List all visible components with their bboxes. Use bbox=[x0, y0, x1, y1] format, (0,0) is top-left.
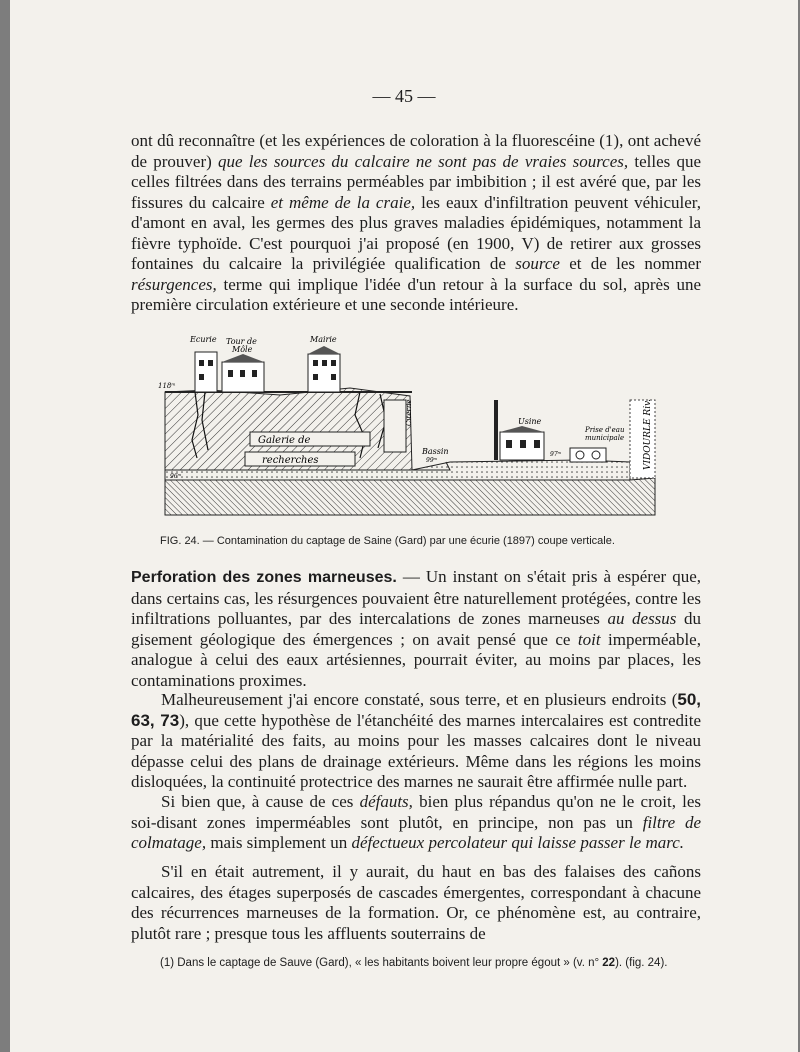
page-number: — 45 — bbox=[372, 86, 436, 106]
tour-de-mole bbox=[222, 337, 264, 392]
usine bbox=[494, 400, 544, 460]
svg-text:Galerie de: Galerie de bbox=[258, 435, 311, 446]
svg-text:Tour de: Tour de bbox=[226, 337, 257, 346]
svg-text:97ᵐ: 97ᵐ bbox=[550, 451, 562, 458]
ecurie-building bbox=[189, 335, 217, 392]
svg-text:municipale: municipale bbox=[585, 434, 625, 442]
svg-text:Citerne: Citerne bbox=[405, 399, 413, 426]
svg-text:VIDOURLE Riv.: VIDOURLE Riv. bbox=[643, 399, 653, 470]
svg-text:99ᵐ: 99ᵐ bbox=[426, 457, 438, 464]
paragraph-perforation: Perforation des zones marneuses. — Un instant on s'était pris à espérer que, dans certains cas, les résurgences pouvaient être naturellement protégées, contre les infiltrations polluantes, par des intercalations de zones marneuses au dessus du gisement géologique des émergences ; on avait pensé que ce toit imperméable, analogue à celui des eaux artésiennes, pourrait éviter, au moins par places, les contaminations proximes. bbox=[131, 567, 701, 690]
altitude-118: 118ᵐ bbox=[158, 382, 176, 390]
figure-caption: FIG. 24. — Contamination du captage de Saine (Gard) par une écurie (1897) coupe verticale. bbox=[160, 535, 615, 547]
section-heading: Perforation des zones marneuses. bbox=[131, 569, 397, 586]
book-page bbox=[10, 0, 798, 1052]
footnote: (1) Dans le captage de Sauve (Gard), « les habitants boivent leur propre égout » (v. n° 22). (fig. 24). bbox=[160, 957, 668, 969]
svg-text:recherches: recherches bbox=[262, 455, 319, 466]
svg-text:Usine: Usine bbox=[518, 417, 542, 426]
river-vidourle bbox=[630, 399, 655, 478]
paragraph-resurgences: ont dû reconnaître (et les expériences de coloration à la fluorescéine (1), ont achevé de prouver) que les sources du calcaire ne sont pas de vraies sources, telles que celles filtrées dans des terrains perméables par imbibition ; il est avéré que, par les fissures du calcaire et même de la craie, les eaux d'infiltration peuvent véhiculer, d'amont en aval, les germes des plus graves maladies épidémiques, notamment la fièvre typhoïde. C'est pourquoi j'ai proposé (en 1900, V) de retirer aux grosses fontaines du calcaire la privilégiée qualification de source et de les nommer résurgences, terme qui implique l'idée d'un retour à la surface du sol, après une première circulation extérieure et une seconde intérieure. bbox=[131, 131, 702, 314]
paragraph-sil-en-etait: S'il en était autrement, il y aurait, du haut en bas des falaises des cañons calcaires, des étages superposés de cascades émergentes, correspondant à chacune des récurrences marneuses de la formation. Or, ce phénomène est, au contraire, plutôt rare ; presque tous les affluents souterrains de bbox=[131, 862, 701, 943]
svg-text:Ecurie: Ecurie bbox=[190, 335, 217, 344]
prise-deau-municipale bbox=[550, 426, 625, 462]
figure-24 bbox=[150, 330, 670, 535]
altitude-96: 96ᵐ bbox=[170, 473, 182, 480]
svg-text:Mairie: Mairie bbox=[310, 335, 337, 344]
svg-text:Prise d'eau: Prise d'eau bbox=[585, 426, 625, 434]
svg-text:Bassin: Bassin bbox=[422, 447, 449, 456]
cross-section-drawing bbox=[150, 330, 670, 530]
svg-text:Môle: Môle bbox=[232, 345, 253, 354]
paragraph-malheureusement: Malheureusement j'ai encore constaté, sous terre, et en plusieurs endroits (50, 63, 73), que cette hypothèse de l'étanchéité des marnes intercalaires est contredite par la matérialité des faits, au moins pour les masses calcaires dont le niveau dépasse celui des plans de drainage extérieurs. Même dans les régions les moins disloquées, la continuité protectrice des marnes ne saurait être affirmée nulle part. bbox=[131, 690, 702, 791]
mairie-building bbox=[308, 335, 340, 392]
paragraph-si-bien-que: Si bien que, à cause de ces défauts, bien plus répandus qu'on ne le croit, les soi-disant zones imperméables sont plutôt, en principe, non pas un filtre de colmatage, mais simplement un défectueux percolateur qui laisse passer le marc. bbox=[131, 792, 702, 852]
